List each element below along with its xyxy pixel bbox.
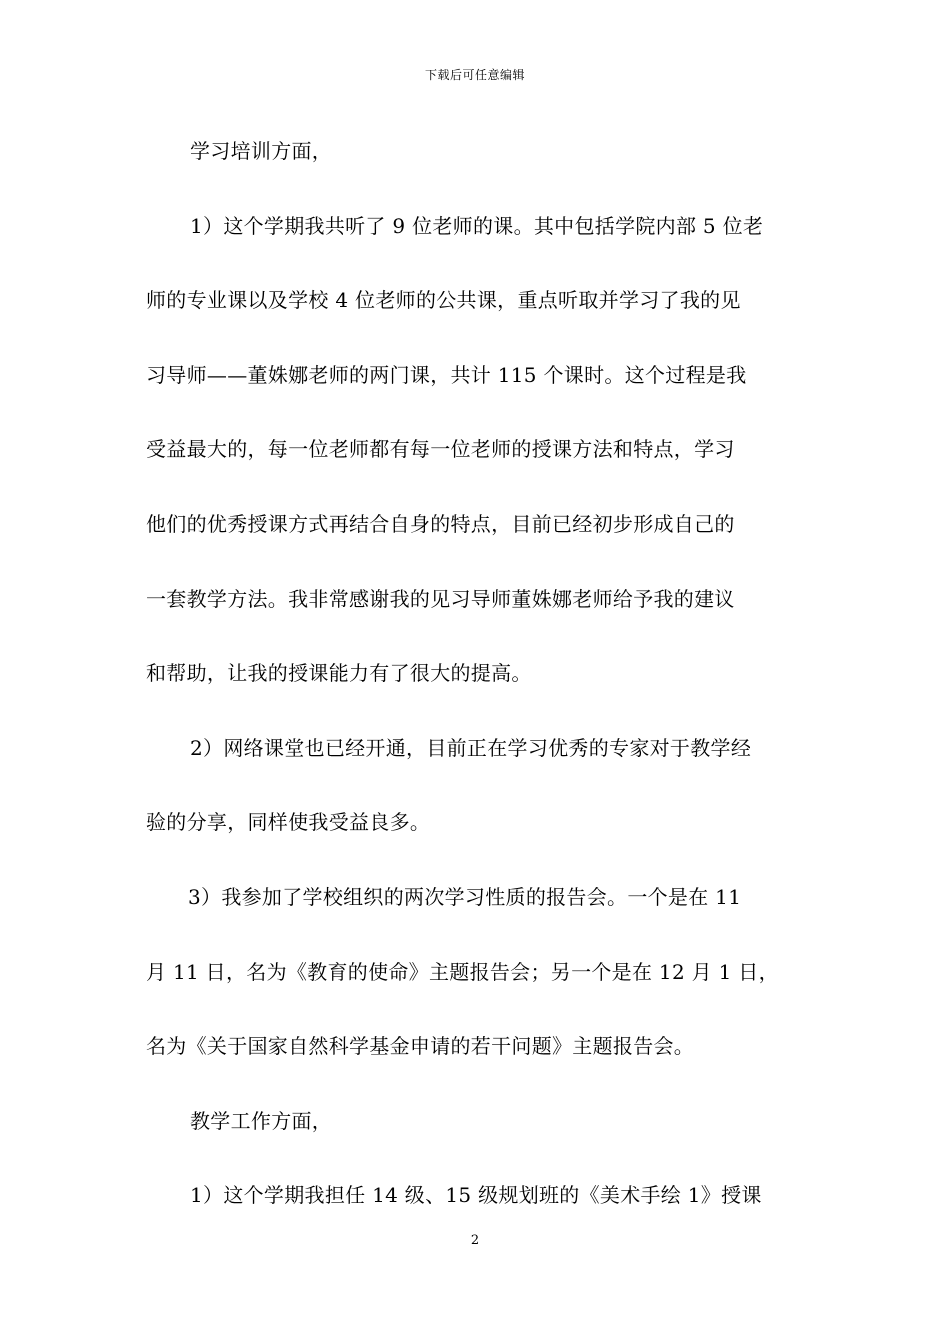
paragraph-line: 和帮助，让我的授课能力有了很大的提高。 <box>146 661 532 686</box>
paragraph-line: 名为《关于国家自然科学基金申请的若干问题》主题报告会。 <box>146 1034 695 1059</box>
heading-teaching-work: 教学工作方面， <box>190 1108 333 1133</box>
page-header: 下载后可任意编辑 <box>424 68 525 82</box>
paragraph-line: 1）这个学期我担任 14 级、15 级规划班的《美术手绘 1》授课 <box>190 1183 762 1208</box>
paragraph-line: 他们的优秀授课方式再结合自身的特点，目前已经初步形成自己的 <box>146 511 735 536</box>
paragraph-line: 习导师——董姝娜老师的两门课，共计 115 个课时。这个过程是我 <box>146 362 747 387</box>
paragraph-line: 月 11 日，名为《教育的使命》主题报告会；另一个是在 12 月 1 日， <box>146 959 779 984</box>
paragraph-line: 受益最大的，每一位老师都有每一位老师的授课方法和特点，学习 <box>146 437 735 462</box>
paragraph-line: 1）这个学期我共听了 9 位老师的课。其中包括学院内部 5 位老 <box>190 213 764 238</box>
heading-study-training: 学习培训方面， <box>190 139 333 163</box>
paragraph-line: 一套教学方法。我非常感谢我的见习导师董姝娜老师给予我的建议 <box>146 586 735 611</box>
paragraph-line: 2）网络课堂也已经开通，目前正在学习优秀的专家对于教学经 <box>190 735 752 760</box>
paragraph-line: 验的分享，同样使我受益良多。 <box>146 810 431 835</box>
document-body <box>146 128 808 1247</box>
paragraph-line: 师的专业课以及学校 4 位老师的公共课，重点听取并学习了我的见 <box>146 288 741 313</box>
paragraph-line: 3）我参加了学校组织的两次学习性质的报告会。一个是在 11 <box>188 884 742 909</box>
page-number: 2 <box>470 1233 480 1248</box>
